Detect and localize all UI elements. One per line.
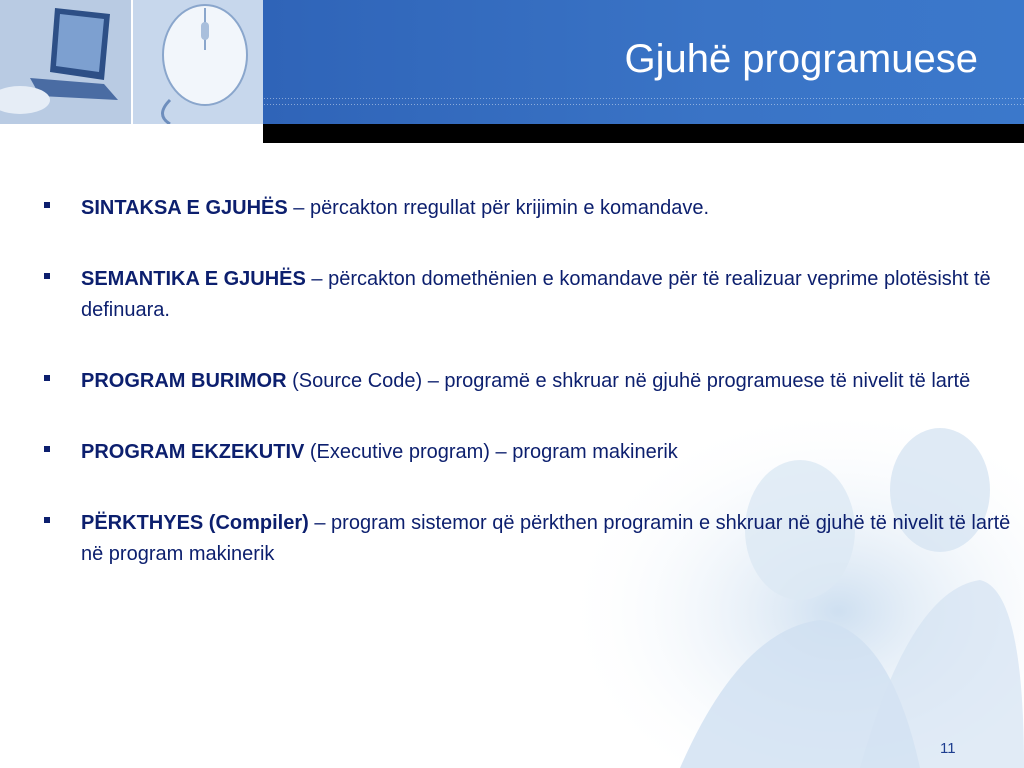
header-black-bar <box>263 124 1024 143</box>
photo-divider <box>131 0 133 124</box>
bullet-description: – përcakton domethënien e komandave për të realizuar veprime plotësisht të definuara. <box>81 268 991 321</box>
list-item <box>44 366 1014 397</box>
list-item <box>44 437 1014 468</box>
list-item <box>44 508 1014 570</box>
bullet-description: – përcakton rregullat për krijimin e komandave. <box>287 197 710 219</box>
bullet-list <box>44 193 1014 610</box>
bullet-marker <box>44 375 50 381</box>
slide-title: Gjuhë programuese <box>624 37 978 81</box>
dotted-line <box>263 98 1024 99</box>
bullet-description: – program sistemor që përkthen programin e shkruar në gjuhë të nivelit të lartë në program makinerik <box>81 512 1011 565</box>
bullet-text <box>81 508 1011 570</box>
bullet-description: (Source Code) – programë e shkruar në gjuhë programuese të nivelit të lartë <box>286 370 971 392</box>
bullet-term: PËRKTHYES (Compiler) <box>81 512 309 534</box>
dotted-line <box>263 104 1024 105</box>
bullet-term: PROGRAM EKZEKUTIV <box>81 441 305 463</box>
bullet-term: SEMANTIKA E GJUHËS <box>81 268 306 290</box>
list-item <box>44 264 1014 326</box>
bullet-text <box>81 193 1011 224</box>
bullet-text <box>81 437 1011 468</box>
page-number: 11 <box>940 740 956 757</box>
header-gap <box>0 124 263 143</box>
bullet-marker <box>44 202 50 208</box>
bullet-term: SINTAKSA E GJUHËS <box>81 197 288 219</box>
bullet-description: (Executive program) – program makinerik <box>304 441 678 463</box>
bullet-marker <box>44 446 50 452</box>
bullet-marker <box>44 273 50 279</box>
list-item <box>44 193 1014 224</box>
bullet-term: PROGRAM BURIMOR <box>81 370 287 392</box>
bullet-text <box>81 366 1011 397</box>
slide-header <box>0 0 1024 143</box>
bullet-text <box>81 264 1011 326</box>
bullet-marker <box>44 517 50 523</box>
